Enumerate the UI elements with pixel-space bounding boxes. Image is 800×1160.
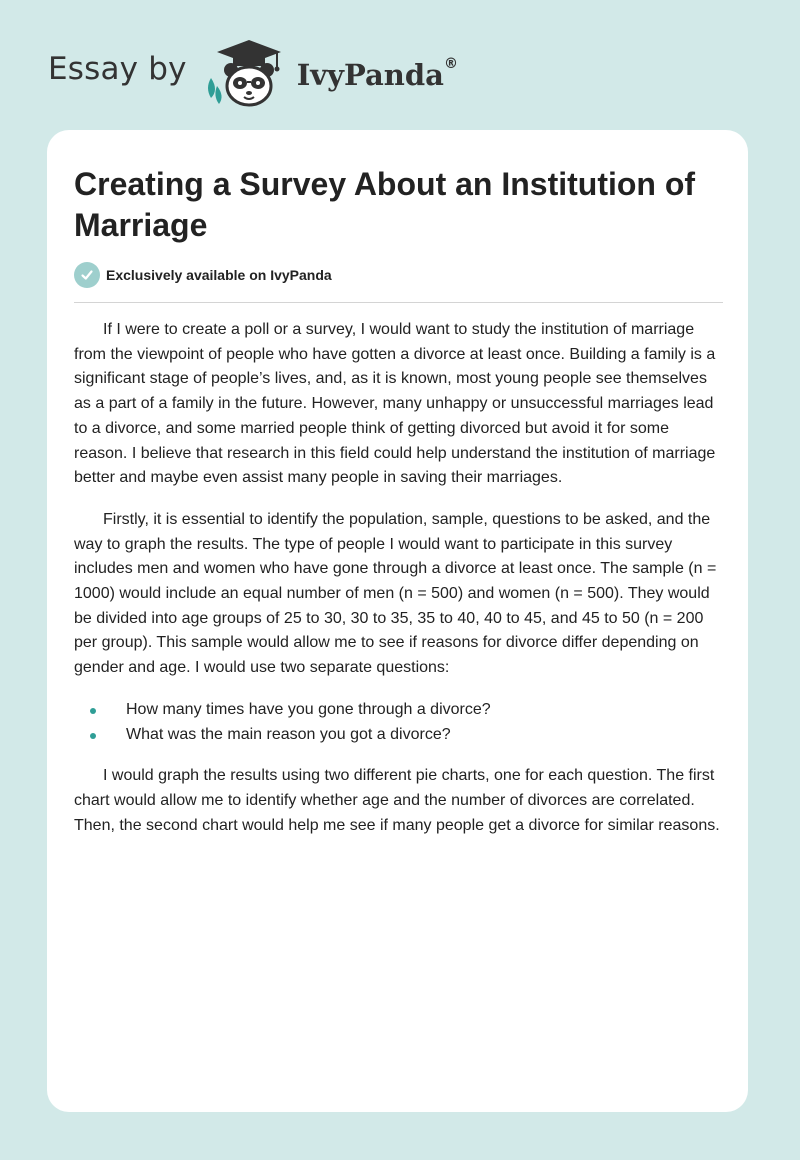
brand-name: IvyPanda® xyxy=(296,56,458,92)
paragraph: I would graph the results using two different pie charts, one for each question. The first chart would allow me to identify whether age and the number of divorces are correlated. Then, the second chart would help me see if many people get a divorce for similar reasons. xyxy=(74,767,720,834)
checkmark-icon xyxy=(74,262,100,288)
essay-title: Creating a Survey About an Institution of Marriage xyxy=(74,166,696,243)
essay-body xyxy=(74,318,723,855)
site-header xyxy=(48,38,458,108)
registered-mark: ® xyxy=(443,56,458,73)
bullet-icon xyxy=(90,733,96,739)
exclusive-badge xyxy=(74,262,332,288)
essay-by-label: Essay by xyxy=(48,51,187,87)
badge-label: Exclusively available on IvyPanda xyxy=(106,267,332,283)
paragraph: Firstly, it is essential to identify the population, sample, questions to be asked, and the way to graph the results. The type of people I would want to participate in this survey includes men and women who have gone through a divorce at least once. The sample (n = 1000) would include an equal number of men (n = 500) and women (n = 500). They would be divided into age groups of 25 to 30, 30 to 35, 35 to 40, 40 to 45, and 45 to 50 (n = 200 per group). This sample would allow me to see if reasons for divorce differ depending on gender and age. I would use two separate questions: xyxy=(74,510,717,677)
bullet-icon xyxy=(90,708,96,714)
list-item xyxy=(74,698,723,723)
question-text: How many times have you gone through a divorce? xyxy=(126,700,491,718)
questions-list xyxy=(74,698,723,747)
essay-card xyxy=(47,130,748,1112)
question-text: What was the main reason you got a divorce? xyxy=(126,725,451,743)
panda-logo-icon xyxy=(203,38,289,108)
list-item xyxy=(74,723,723,748)
divider xyxy=(74,302,723,303)
paragraph: If I were to create a poll or a survey, I would want to study the institution of marriage from the viewpoint of people who have gotten a divorce at least once. Building a family is a significant stage of people’s lives, and, as it is known, most young people see themselves as a part of a family in the future. However, many unhappy or unsuccessful marriages lead to a divorce, and some married people think of getting divorced but avoid it for some reason. I believe that research in this field could help understand the institution of marriage better and maybe even assist many people in saving their marriages. xyxy=(74,321,716,487)
